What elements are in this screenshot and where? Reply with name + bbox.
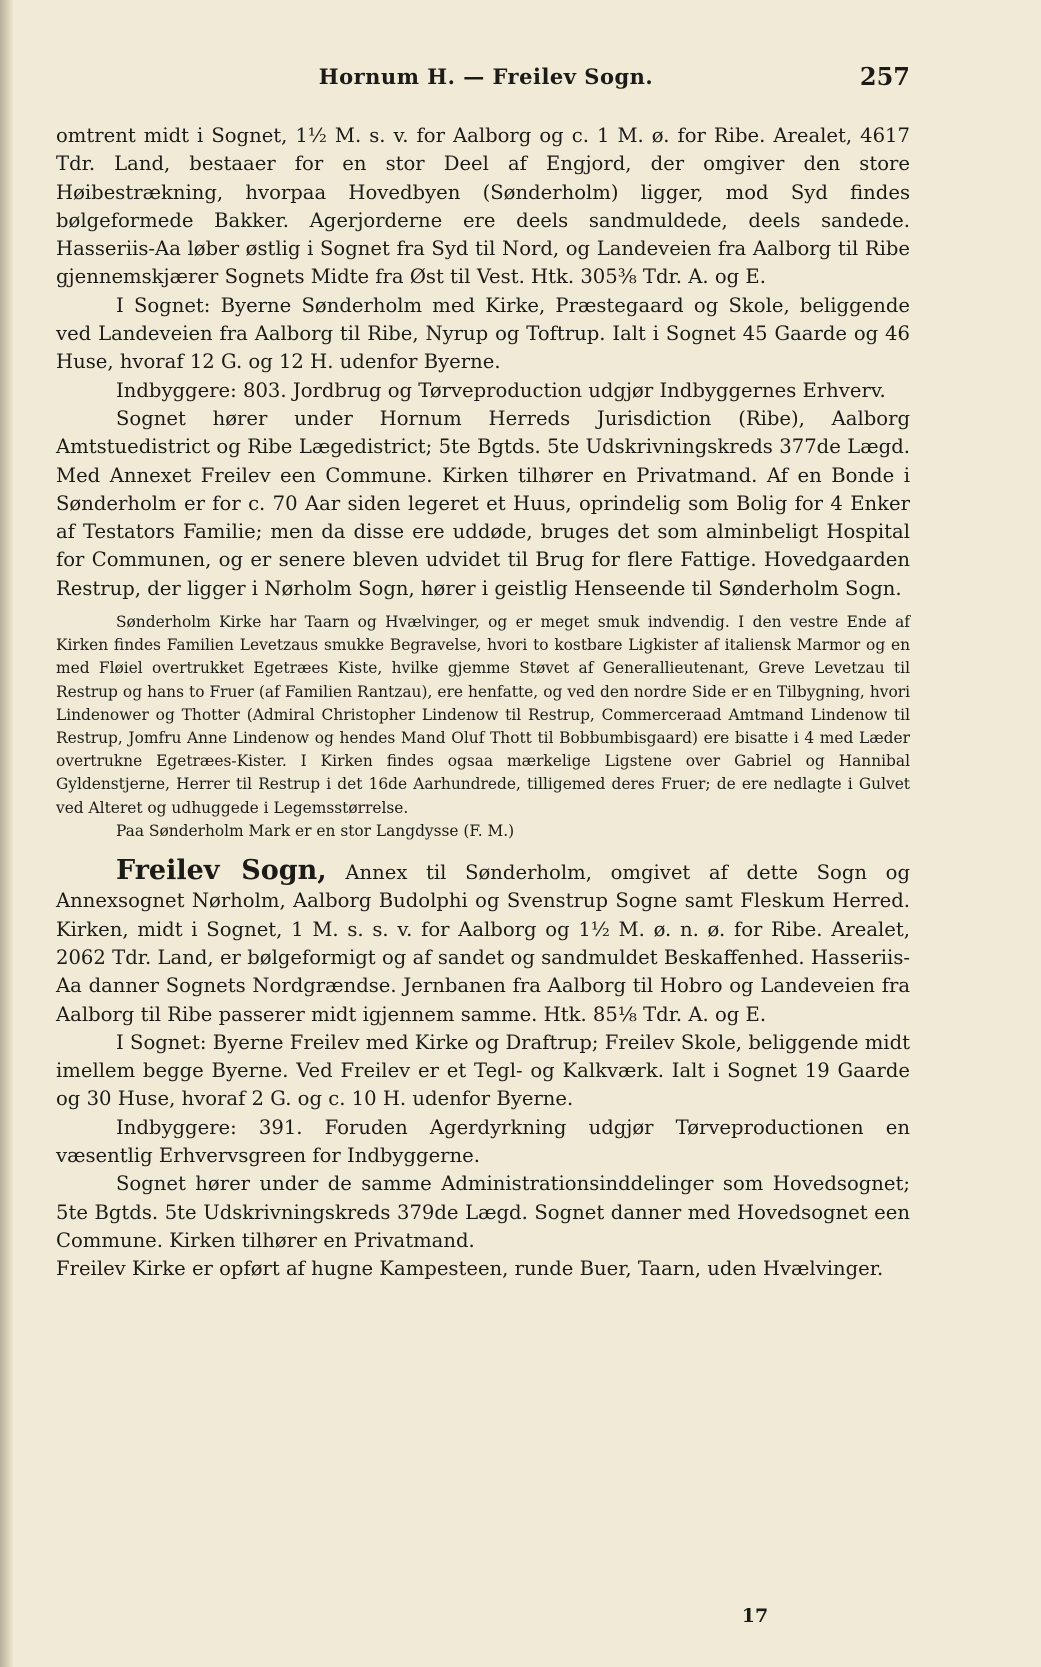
paragraph: I Sognet: Byerne Freilev med Kirke og Draftrup; Freilev Skole, beliggende midt imellem begge Byerne. Ved Freilev er et Tegl- og Kalkværk. Ialt i Sognet 19 Gaarde og 30 Huse, hvoraf 2 G. og c. 10 H. udenfor Byerne.: [56, 1030, 910, 1111]
signature-mark: 17: [741, 1605, 769, 1627]
note-paragraph: Sønderholm Kirke har Taarn og Hvælvinger, og er meget smuk indvendig. I den vestre Ende af Kirken findes Familien Levetzaus smukke Begravelse, hvori to kostbare Ligkister af italiensk Marmor og en med Fløiel overtrukket Egetræes Kiste, hvilke gjemme Støvet af Generallieutenant, Greve Levetzau til Restrup og hans to Fruer (af Familien Rantzau), ere henfatte, og ved den nordre Side er en Tilbygning, hvori Lindenower og Thotter (Admiral Christopher Lindenow til Restrup, Commerceraad Amtmand Lindenow til Restrup, Jomfru Anne Lindenow og hendes Mand Oluf Thott til Bobbumbisgaard) ere bisatte i 4 med Læder overtrukne Egetræes-Kister. I Kirken findes ogsaa mærkelige Ligstene over Gabriel og Hannibal Gyldenstjerne, Herrer til Restrup i det 16de Aarhundrede, tilligemed deres Fruer; de ere nedlagte i Gulvet ved Alteret og udhuggede i Legemsstørrelse.: [56, 613, 910, 817]
sonderholm-section: [56, 122, 910, 603]
paragraph: [56, 857, 910, 1029]
page-number: 257: [859, 62, 910, 91]
running-header: Hornum H. — Freilev Sogn.: [318, 64, 654, 89]
paragraph: Sognet hører under Hornum Herreds Jurisdiction (Ribe), Aalborg Amtstuedistrict og Ribe Lægedistrict; 5te Bgtds. 5te Udskrivningskreds 377de Lægd. Med Annexet Freilev een Commune. Kirken tilhører en Privatmand. Af en Bonde i Sønderholm er for c. 70 Aar siden legeret et Huus, oprindelig som Bolig for 4 Enker af Testators Familie; men da disse ere uddøde, bruges det som alminbeligt Hospital for Communen, og er senere bleven udvidet til Brug for flere Fattige. Hovedgaarden Restrup, der ligger i Nørholm Sogn, hører i geistlig Henseende til Sønderholm Sogn.: [56, 406, 910, 600]
paragraph: omtrent midt i Sognet, 1½ M. s. v. for Aalborg og c. 1 M. ø. for Ribe. Arealet, 4617 Tdr. Land, bestaaer for en stor Deel af Engjord, der omgiver den store Høibestrækning, hvorpaa Hovedbyen (Sønderholm) ligger, mod Syd findes bølgeformede Bakker. Agerjorderne ere deels sandmuldede, deels sandede. Hasseriis-Aa løber østlig i Sognet fra Syd til Nord, og Landeveien fra Aalborg til Ribe gjennemskjærer Sognets Midte fra Øst til Vest. Htk. 305⅜ Tdr. A. og E.: [56, 124, 910, 289]
paragraph: Indbyggere: 391. Foruden Agerdyrkning udgjør Tørveproductionen en væsentlig Erhvervsgreen for Indbyggerne.: [56, 1115, 910, 1168]
footnotes-sonderholm: [56, 611, 910, 843]
freilev-section: [56, 857, 910, 1283]
paragraph: Indbyggere: 803. Jordbrug og Tørveproduction udgjør Indbyggernes Erhverv.: [116, 378, 886, 402]
paragraph-text: Annex til Sønderholm, omgivet af dette Sogn og Annexsognet Nørholm, Aalborg Budolphi og Svenstrup Sogne samt Fleskum Herred. Kirken, midt i Sognet, 1 M. s. s. v. for Aalborg og 1½ M. ø. n. ø. for Ribe. Arealet, 2062 Tdr. Land, er bølgeformigt og af sandet og sandmuldet Beskaffenhed. Hasseriis-Aa danner Sognets Nordgrændse. Jernbanen fra Aalborg til Hobro og Landeveien fra Aalborg til Ribe passerer midt igjennem samme. Htk. 85⅛ Tdr. A. og E.: [56, 861, 910, 1026]
page-binding-edge: [0, 0, 14, 1667]
paragraph: Sognet hører under de samme Administrationsinddelinger som Hovedsognet; 5te Bgtds. 5te Udskrivningskreds 379de Lægd. Sognet danner med Hovedsognet een Commune. Kirken tilhører en Privatmand.: [56, 1172, 910, 1252]
note-paragraph: Freilev Kirke er opført af hugne Kampesteen, runde Buer, Taarn, uden Hvælvinger.: [56, 1257, 884, 1281]
note-paragraph: Paa Sønderholm Mark er en stor Langdysse (F. M.): [116, 821, 515, 840]
text-block: [56, 122, 910, 1284]
section-heading: Freilev Sogn,: [116, 855, 327, 887]
paragraph: I Sognet: Byerne Sønderholm med Kirke, Præstegaard og Skole, beliggende ved Landeveien fra Aalborg til Ribe, Nyrup og Toftrup. Ialt i Sognet 45 Gaarde og 46 Huse, hvoraf 12 G. og 12 H. udenfor Byerne.: [56, 293, 910, 374]
